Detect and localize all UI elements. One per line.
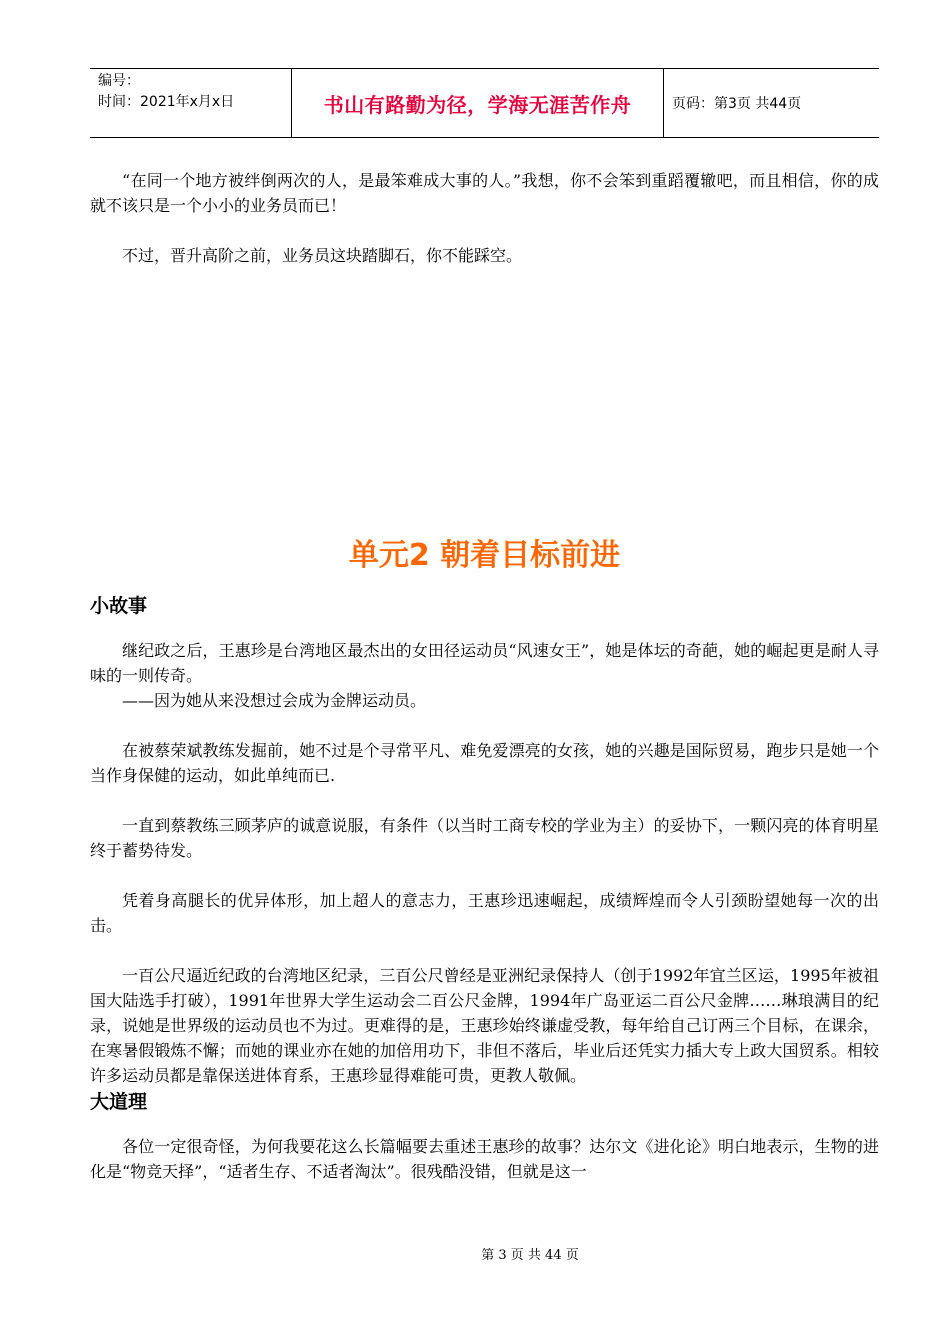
- paragraph: 在被蔡荣斌教练发掘前，她不过是个寻常平凡、难免爱漂亮的女孩，她的兴趣是国际贸易，跑步只是她一个当作身保健的运动，如此单纯而已.: [90, 741, 879, 785]
- page-footer: 第 3 页 共 44 页: [481, 1248, 579, 1263]
- section-heading: 小故事: [90, 595, 148, 617]
- paragraph: “在同一个地方被绊倒两次的人，是最笨难成大事的人。”我想，你不会笨到重蹈覆辙吧，而且相信，你的成就不该只是一个小小的业务员而已！: [90, 171, 879, 215]
- paragraph: 凭着身高腿长的优异体形，加上超人的意志力，王惠珍迅速崛起，成绩辉煌而令人引颈盼望她每一次的出击。: [90, 891, 879, 935]
- header-motto: 书山有路勤为径，学海无涯苦作舟: [323, 92, 632, 117]
- section-heading: 大道理: [90, 1091, 148, 1113]
- document-body: [90, 168, 879, 1184]
- header-page-info: 页码：第3页 共44页: [672, 96, 802, 112]
- unit-title: 单元2 朝着目标前进: [348, 538, 621, 573]
- paragraph: 一百公尺逼近纪政的台湾地区纪录，三百公尺曾经是亚洲纪录保持人（创于1992年宜兰区运，1995年被祖国大陆选手打破），1991年世界大学生运动会二百公尺金牌，1994年广岛亚运二百公尺金牌……琳琅满目的纪录，说她是世界级的运动员也不为过。更难得的是，王惠珍始终谦虚受教，每年给自己订两三个目标，在课余，在寒暑假锻炼不懈；而她的课业亦在她的加倍用功下，非但不落后，毕业后还凭实力插大专上政大国贸系。相较许多运动员都是靠保送进体育系，王惠珍显得难能可贵，更教人敬佩。: [90, 966, 879, 1085]
- paragraph: 一直到蔡教练三顾茅庐的诚意说服，有条件（以当时工商专校的学业为主）的妥协下，一颗闪亮的体育明星终于蓄势待发。: [90, 816, 879, 860]
- paragraph: ——因为她从来没想过会成为金牌运动员。: [122, 691, 427, 710]
- page-header: [90, 68, 879, 138]
- paragraph: 继纪政之后，王惠珍是台湾地区最杰出的女田径运动员“风速女王”，她是体坛的奇葩，她的崛起更是耐人寻味的一则传奇。: [90, 641, 879, 685]
- paragraph: 不过，晋升高阶之前，业务员这块踏脚石，你不能踩空。: [122, 246, 523, 265]
- paragraph: 各位一定很奇怪，为何我要花这么长篇幅要去重述王惠珍的故事？达尔文《进化论》明白地表示，生物的进化是“物竞天择”，“适者生存、不适者淘汰”。很残酷没错，但就是这一: [90, 1137, 879, 1181]
- header-meta: [90, 69, 292, 137]
- header-motto-cell: [292, 69, 664, 137]
- document-number-label: 编号：: [98, 73, 140, 89]
- document-time-label: 时间：2021年x月x日: [98, 94, 235, 110]
